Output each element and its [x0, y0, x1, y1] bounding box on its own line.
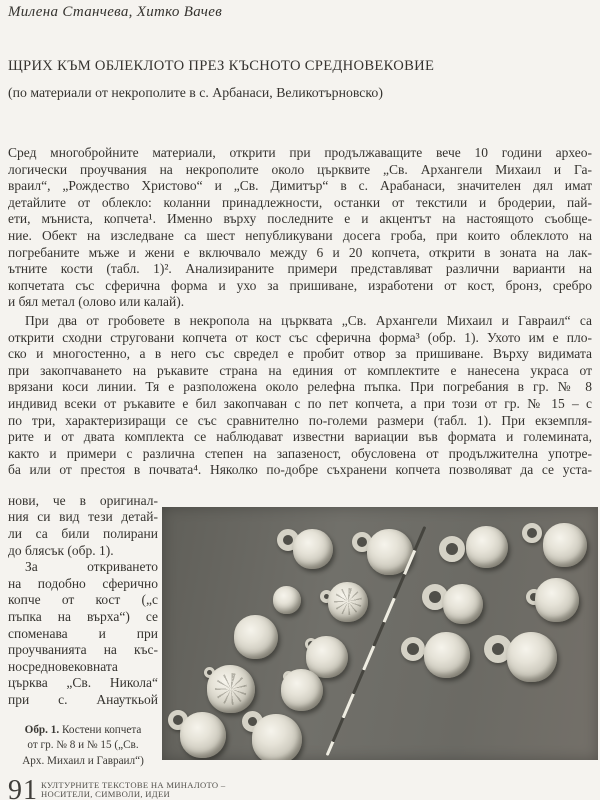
text-line: ния си вид тези детай-	[8, 509, 158, 525]
text-line: логически проучвания на некрополите около църквите „Св. Архангели Михаил и Га-	[8, 161, 592, 177]
bone-button	[535, 578, 579, 622]
figure-photo	[162, 507, 598, 760]
text-line: врязани коси линии. Тя е разположена около релефна пъпка. При погребания в гр. № 8	[8, 379, 592, 395]
text-line: нови, че в оригинал-	[8, 492, 158, 508]
bone-button	[543, 523, 587, 567]
bone-button	[507, 632, 557, 682]
text-line: погребаните мъже и жени е включвало между 6 и 20 копчета, открити в зоната на лак-	[8, 244, 592, 260]
text-line: ътните кости (табл. 1)². Анализираните примери представляват различни варианти на	[8, 261, 592, 277]
figure-caption	[8, 723, 158, 770]
text-line: на подобно сферично	[8, 575, 158, 591]
text-line: църква „Св. Никола“	[8, 675, 158, 691]
text-line: индивид всеки от ръкавите е бил закопчаван с по пет копчета, а при този от гр. № 15 – с	[8, 395, 592, 411]
text-line: при с. Анауткьой	[8, 692, 158, 707]
text-line: открити сходни струговани копчета от кост със сферична форма³ (обр. 1). Ухото им е пло-	[8, 329, 592, 345]
bone-button	[293, 529, 333, 569]
bone-button	[443, 584, 483, 624]
article-title: ЩРИХ КЪМ ОБЛЕКЛОТО ПРЕЗ КЪСНОТО СРЕДНОВЕКОВИЕ	[8, 58, 435, 74]
caption-line: от гр. № 8 и № 15 („Св.	[27, 739, 139, 752]
text-line: враил“, „Рождество Христово“ и „Св. Димитър“ в с. Арабанаси, значителен дял имат	[8, 178, 592, 194]
series-line: НОСИТЕЛИ, СИМВОЛИ, ИДЕИ	[41, 789, 171, 800]
button-loop	[439, 536, 465, 562]
carved-decoration	[334, 588, 361, 615]
text-line: ние. Обект на изследване са шест непубликувани досега гроба, при които облеклото на	[8, 227, 592, 243]
caption-line	[8, 723, 158, 739]
caption-text: Костени копчета	[59, 723, 142, 736]
page-footer	[8, 774, 592, 800]
authors-line: Милена Станчева, Хитко Вачев	[8, 4, 223, 20]
bone-button	[281, 669, 323, 711]
text-line: копче от кост („с	[8, 592, 158, 608]
text-line: ско и многостенно, а в него със свредел е пробит отвор за пришиване. Върху видимата	[8, 346, 592, 362]
text-line: При два от гробовете в некропола на църквата „Св. Архангели Михаил и Гавраил“ са	[25, 312, 592, 328]
text-line: както и примери с различна степен на запазеност, обусловена от продължителна употре-	[8, 445, 592, 461]
text-line: при закопчаването на ръкавите страна на единия от комплектите е нанесена украса от	[8, 362, 592, 378]
text-line: носредновековната	[8, 658, 118, 674]
bone-button	[273, 586, 301, 614]
article-subtitle: (по материали от некрополите в с. Арбанаси, Великотърновско)	[8, 85, 383, 100]
button-loop	[401, 637, 425, 661]
text-line: За откриването	[25, 559, 158, 575]
text-line: и бял метал (олово или калай).	[8, 294, 185, 310]
paragraph-1	[8, 145, 592, 311]
text-line: Сред многобройните материали, открити при продължаващите вече 10 години архео-	[8, 145, 592, 160]
button-loop	[522, 523, 542, 543]
bone-button	[207, 665, 255, 713]
text-line: споменава и при	[8, 625, 158, 641]
text-line: ети, мъниста, копчета¹. Именно върху последните е и акцентът на настоящото съобще-	[8, 211, 592, 227]
text-line: по три, характеризиращи се със сравнително по-големи размери (табл. 1). При екземпля-	[8, 412, 592, 428]
text-line: ли са били полирани	[8, 526, 158, 542]
text-line: до блясък (обр. 1).	[8, 542, 114, 558]
bone-button	[234, 615, 278, 659]
text-line: ба или от престоя в почвата⁴. Няколко по-добре съхранени копчета позволяват да се уста-	[8, 462, 592, 478]
left-column	[8, 493, 158, 769]
text-line: детайлите от облекло: коланни принадлежности, останки от текстили и бродерии, пай-	[8, 194, 592, 210]
carved-decoration	[215, 673, 248, 706]
text-line: проучванията на къс-	[8, 642, 158, 658]
text-line: рите и от двата комплекта се наблюдават известни вариации във формата и големината,	[8, 429, 592, 445]
bone-button	[466, 526, 508, 568]
bone-button	[180, 712, 226, 758]
series-line: КУЛТУРНИТЕ ТЕКСТОВЕ НА МИНАЛОТО –	[41, 779, 226, 790]
figure-region	[8, 493, 592, 771]
text-line: копчетата със сферична форма и ухо за пришиване, изработени от кост, бронз, сребро	[8, 277, 592, 293]
bone-button	[424, 632, 470, 678]
text-line: пъпка на върха“) се	[8, 609, 158, 625]
figure-label: Обр. 1.	[24, 723, 60, 736]
page-number: 91	[8, 774, 38, 800]
series-title	[41, 781, 225, 800]
bone-button	[328, 582, 368, 622]
paragraph-2	[8, 313, 592, 479]
caption-line: Арх. Михаил и Гавраил“)	[22, 754, 144, 767]
bone-button	[252, 714, 302, 760]
